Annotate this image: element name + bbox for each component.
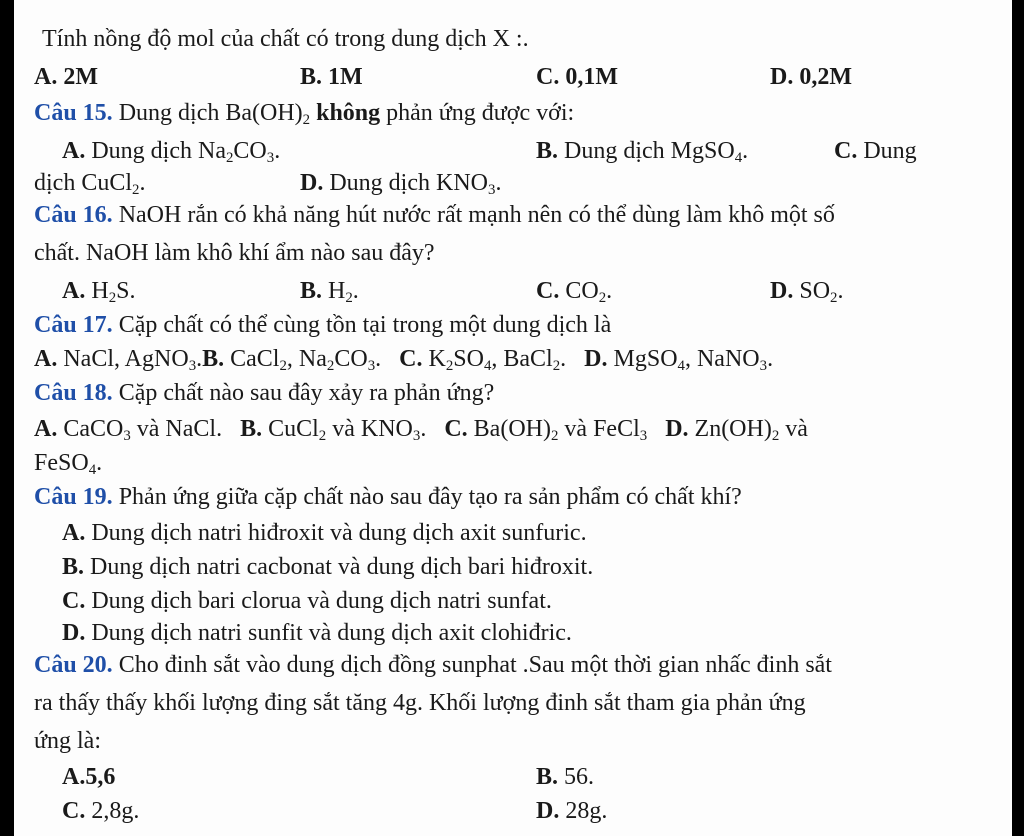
option-text: , Na: [286, 346, 327, 372]
stem-emphasis: không: [316, 100, 381, 126]
option-text: Dung dịch bari clorua và dung dịch natri sunfat.: [91, 588, 552, 614]
q15-option-a: [62, 136, 280, 166]
question-label: Câu 15.: [34, 100, 113, 126]
option-letter: A.: [62, 278, 86, 304]
option-text: 56.: [564, 764, 595, 790]
option-text: 2,8g.: [91, 798, 140, 824]
subscript: 3: [188, 358, 197, 374]
option-text: FeSO: [34, 450, 89, 476]
option-letter: A.: [34, 64, 58, 90]
option-letter: D.: [62, 620, 86, 646]
option-letter: D.: [584, 346, 608, 372]
subscript: 2: [318, 428, 327, 444]
stem-text: NaOH rắn có khả năng hút nước rất mạnh nên có thể dùng làm khô một số: [118, 202, 835, 228]
option-text: 0,1M: [565, 64, 618, 90]
option-text: H: [91, 278, 109, 304]
option-text: 0,2M: [799, 64, 852, 90]
option-letter: D.: [665, 416, 689, 442]
option-letter: D.: [300, 170, 324, 196]
q16-option-a: [62, 276, 135, 306]
option-text: Dung dịch natri hiđroxit và dung dịch axit sunfuric.: [91, 520, 587, 546]
q19-option-c: [62, 586, 552, 616]
q16-option-d: [770, 276, 843, 306]
option-text: 2M: [63, 64, 98, 90]
option-text: .: [96, 450, 103, 476]
q20-option-d: [536, 796, 607, 826]
subscript: 3: [123, 428, 131, 444]
subscript: 2: [225, 150, 234, 166]
option-text: CO: [233, 138, 267, 164]
subscript: 2: [345, 290, 353, 306]
q19-option-a: [62, 518, 587, 548]
option-text: Dung dịch Na: [91, 138, 226, 164]
q20-option-c: [62, 796, 139, 826]
option-letter: C.: [62, 588, 86, 614]
q15-option-c-cont: [34, 168, 145, 198]
q16-option-c: [536, 276, 612, 306]
question-label: Câu 18.: [34, 380, 113, 406]
option-letter: D.: [536, 798, 560, 824]
stem-text: Cặp chất nào sau đây xảy ra phản ứng?: [118, 380, 495, 406]
option-text: .: [375, 346, 382, 372]
option-letter: C.: [536, 278, 560, 304]
option-letter: C.: [62, 798, 86, 824]
option-letter: A.: [62, 138, 86, 164]
subscript: 2: [445, 358, 454, 374]
option-letter: C.: [536, 64, 560, 90]
option-text: Dung dịch natri sunfit và dung dịch axit clohiđric.: [91, 620, 572, 646]
q20-option-a: [62, 762, 115, 792]
subscript: 3: [367, 358, 376, 374]
subscript: 3: [266, 150, 275, 166]
subscript: 2: [132, 182, 140, 198]
option-text: .: [274, 138, 281, 164]
q18-stem: [34, 378, 494, 408]
option-text: .: [495, 170, 502, 196]
subscript: 2: [771, 428, 780, 444]
option-text: SO: [453, 346, 484, 372]
option-letter: A.: [34, 346, 58, 372]
q15-option-c: [834, 136, 917, 166]
q18-option-d-cont: [34, 448, 102, 478]
subscript: 2: [279, 358, 287, 374]
question-label: Câu 17.: [34, 312, 113, 338]
stem-text: Cho đinh sắt vào dung dịch đồng sunphat .Sau một thời gian nhấc đinh sắt: [118, 652, 832, 678]
subscript: 2: [830, 290, 838, 306]
q19-stem: [34, 482, 742, 512]
option-letter: B.: [62, 554, 85, 580]
option-letter: C.: [834, 138, 858, 164]
q19-option-d: [62, 618, 572, 648]
option-text: .: [139, 170, 146, 196]
stem-text: Dung dịch Ba(OH): [118, 100, 303, 126]
option-letter: C.: [444, 416, 468, 442]
subscript: 2: [108, 290, 117, 306]
subscript: 4: [734, 150, 743, 166]
option-text: CO: [565, 278, 599, 304]
option-text: 1M: [328, 64, 363, 90]
option-letter: C.: [399, 346, 423, 372]
option-text: .: [560, 346, 567, 372]
stem-text: Cặp chất có thể cùng tồn tại trong một dung dịch là: [118, 312, 612, 338]
option-text: Dung dịch MgSO: [564, 138, 735, 164]
option-letter: D.: [770, 64, 794, 90]
option-text: và NaCl.: [130, 416, 223, 442]
subscript: 4: [88, 462, 97, 478]
subscript: 2: [326, 358, 335, 374]
option-letter: B.: [536, 764, 559, 790]
option-text: Zn(OH): [694, 416, 772, 442]
question-label: Câu 19.: [34, 484, 113, 510]
option-text: Dung dịch natri cacbonat và dung dịch bari hiđroxit.: [90, 554, 594, 580]
q15-option-b: [536, 136, 748, 166]
option-text: .: [837, 278, 844, 304]
intro-option-a: [34, 62, 98, 92]
option-text: .: [767, 346, 774, 372]
option-letter: B.: [300, 64, 323, 90]
option-text: MgSO: [613, 346, 678, 372]
option-letter: B.: [240, 416, 263, 442]
option-text: , NaNO: [684, 346, 760, 372]
option-text: .: [420, 416, 427, 442]
q16-stem-line1: [34, 200, 835, 230]
q19-option-b: [62, 552, 593, 582]
question-label: Câu 20.: [34, 652, 113, 678]
option-text: Dung: [863, 138, 917, 164]
option-letter: B.: [300, 278, 323, 304]
q20-stem-line1: [34, 650, 832, 680]
subscript: 2: [550, 428, 559, 444]
option-letter: A.: [34, 416, 58, 442]
intro-option-b: [300, 62, 363, 92]
q18-options: [34, 414, 808, 444]
intro-option-d: [770, 62, 852, 92]
option-text: Dung dịch KNO: [329, 170, 488, 196]
option-letter: A.: [62, 520, 86, 546]
option-letter: D.: [770, 278, 794, 304]
option-text: và FeCl: [558, 416, 640, 442]
q20-stem-line3: ứng là:: [34, 728, 101, 754]
q17-stem: [34, 310, 611, 340]
option-text: 28g.: [565, 798, 608, 824]
option-text: CO: [334, 346, 368, 372]
q20-stem-line2: ra thấy thấy khối lượng đing sắt tăng 4g. Khối lượng đinh sắt tham gia phản ứng: [34, 690, 806, 716]
q15-option-d: [300, 168, 501, 198]
subscript: 4: [483, 358, 492, 374]
option-letter: B.: [536, 138, 559, 164]
option-text: H: [328, 278, 346, 304]
subscript: 2: [552, 358, 561, 374]
q15-stem: [34, 98, 574, 128]
option-text: SO: [799, 278, 831, 304]
option-text: S.: [116, 278, 136, 304]
q17-options: [34, 344, 773, 374]
subscript: 4: [677, 358, 685, 374]
option-text: và: [779, 416, 808, 442]
option-text: .: [742, 138, 749, 164]
q16-stem-line2: chất. NaOH làm khô khí ẩm nào sau đây?: [34, 240, 435, 266]
option-text: CuCl: [268, 416, 319, 442]
subscript: 3: [639, 428, 648, 444]
stem-text: phản ứng được với:: [386, 100, 575, 126]
option-text: .: [606, 278, 613, 304]
option-text: và KNO: [326, 416, 413, 442]
option-text: , BaCl: [491, 346, 553, 372]
option-text: NaCl, AgNO: [63, 346, 189, 372]
option-text: A.5,6: [62, 764, 116, 790]
document-page: [14, 0, 1012, 836]
question-label: Câu 16.: [34, 202, 113, 228]
intro-prompt: Tính nồng độ mol của chất có trong dung dịch X :.: [42, 26, 529, 52]
option-text: .: [196, 346, 203, 372]
q16-option-b: [300, 276, 359, 306]
subscript: 3: [488, 182, 496, 198]
subscript: 2: [302, 112, 311, 128]
option-text: K: [428, 346, 446, 372]
option-letter: B.: [202, 346, 225, 372]
option-text: .: [352, 278, 359, 304]
subscript: 3: [759, 358, 768, 374]
option-text: CaCO: [63, 416, 124, 442]
subscript: 2: [598, 290, 607, 306]
option-text: CaCl: [230, 346, 280, 372]
q20-option-b: [536, 762, 594, 792]
option-text: dịch CuCl: [34, 170, 133, 196]
intro-option-c: [536, 62, 618, 92]
option-text: Ba(OH): [473, 416, 551, 442]
subscript: 3: [412, 428, 421, 444]
stem-text: Phản ứng giữa cặp chất nào sau đây tạo ra sản phẩm có chất khí?: [118, 484, 742, 510]
